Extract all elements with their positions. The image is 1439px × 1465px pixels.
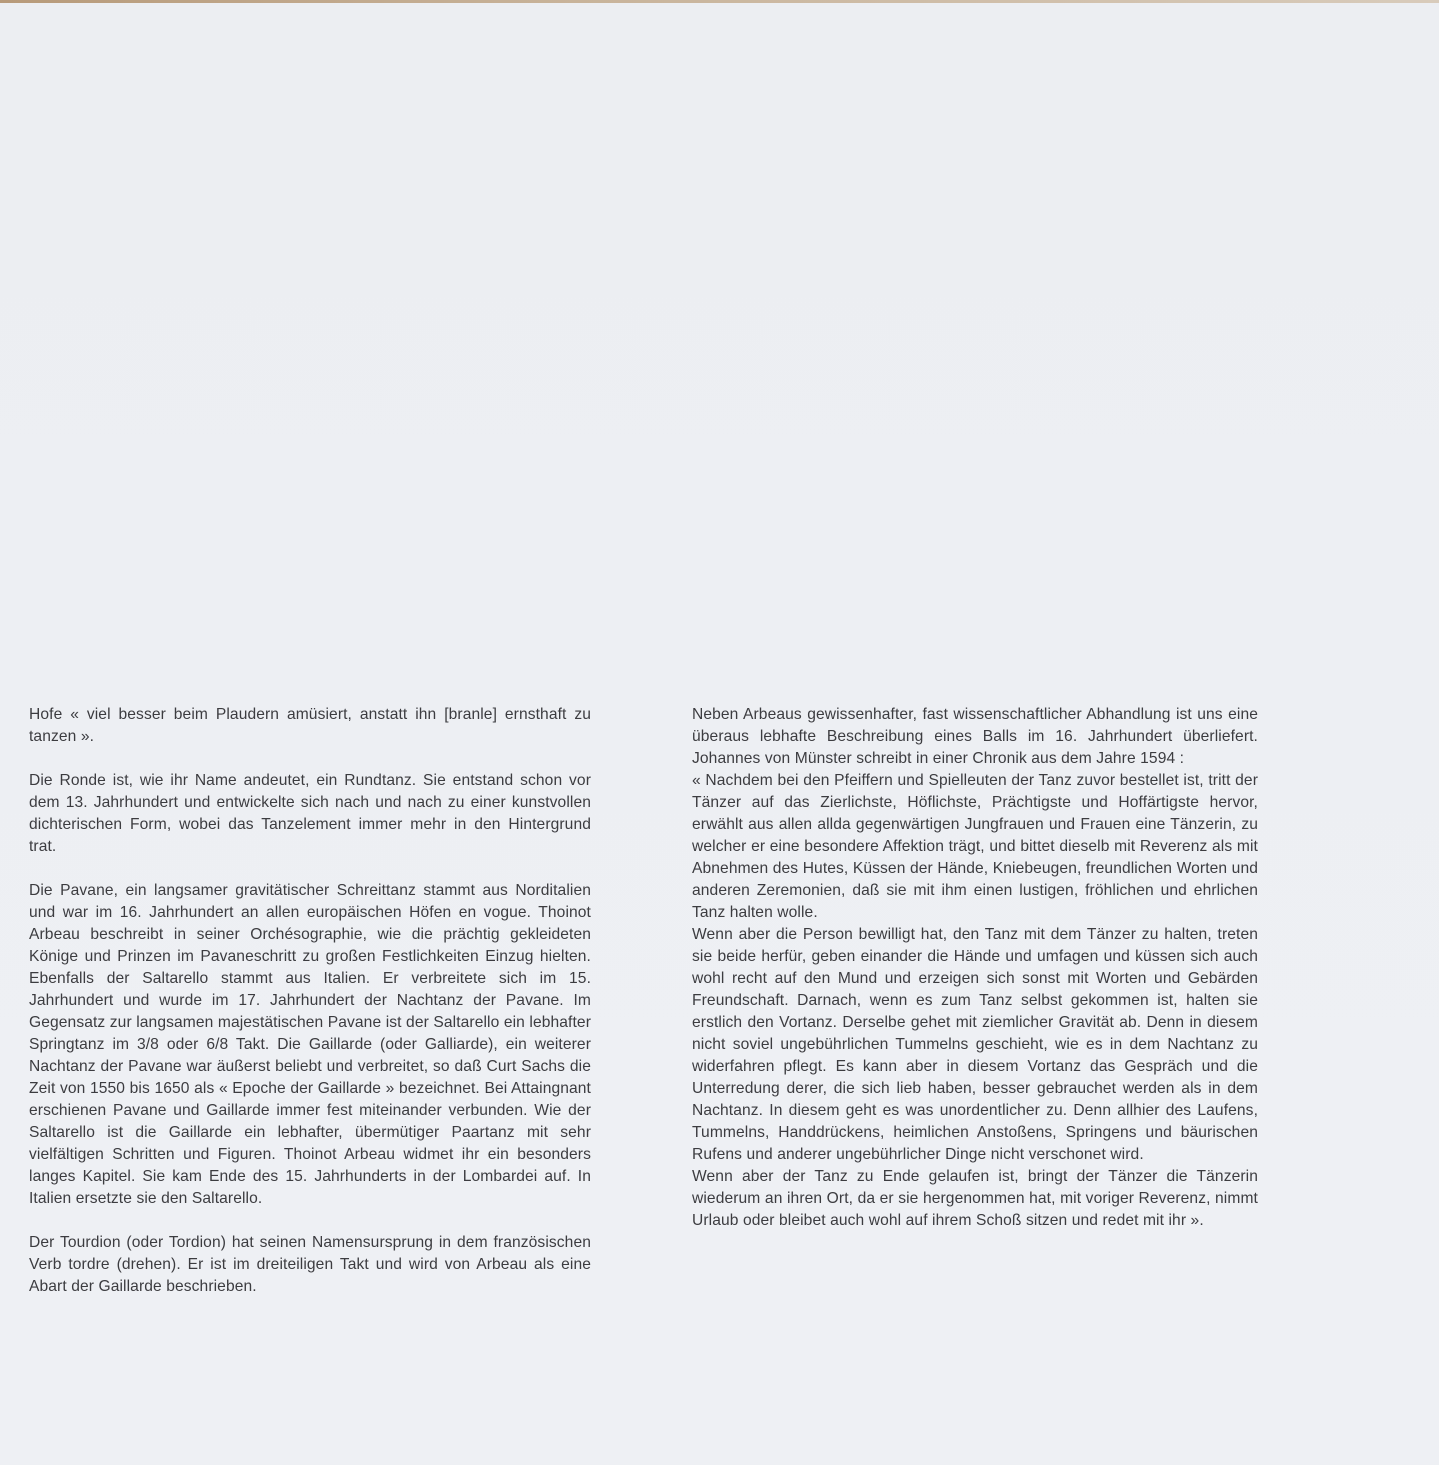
paragraph-ronde: Die Ronde ist, wie ihr Name andeutet, ein Rundtanz. Sie entstand schon vor dem 13. Jahrhundert und entwickelte sich nach und nach zu einer kunstvollen dichterischen Form, wobei das Tanzelement immer mehr in den Hintergrund trat. [29,772,591,855]
left-text-column [29,704,591,1320]
paragraph-quote-start: « Nachdem bei den Pfeiffern und Spielleuten der Tanz zuvor bestellet ist, tritt der Tänzer auf das Zierlichste, Höflichste, Prächtigste und Hoffärtigste hervor, erwählt aus allen allda gegenwärtigen Jungfrauen und Frauen eine Tänzerin, zu welcher er eine besondere Affektion trägt, und bittet dieselb mit Reverenz als mit Abnehmen des Hutes, Küssen der Hände, Kniebeugen, freundlichen Worten und anderen Zeremonien, daß sie mit ihm einen lustigen, fröhlichen und ehrlichen Tanz halten wolle. [692,772,1258,921]
paragraph-quote-end: Wenn aber der Tanz zu Ende gelaufen ist, bringt der Tänzer die Tänzerin wiederum an ihren Ort, da er sie hergenommen hat, mit voriger Reverenz, nimmt Urlaub oder bleibet auch wohl auf ihrem Schoß sitzen und redet mit ihr ». [692,1168,1258,1229]
paragraph-tourdion: Der Tourdion (oder Tordion) hat seinen Namensursprung in dem französischen Verb tordre (drehen). Er ist im dreiteiligen Takt und wird von Arbeau als eine Abart der Gaillarde beschrieben. [29,1234,591,1295]
paragraph-hofe: Hofe « viel besser beim Plaudern amüsiert, anstatt ihn [branle] ernsthaft zu tanzen ». [29,706,591,745]
paragraph-pavane: Die Pavane, ein langsamer gravitätischer Schreittanz stammt aus Norditalien und war im 16. Jahrhundert an allen europäischen Höfen en vogue. Thoinot Arbeau beschreibt in seiner Orchésographie, wie die prächtig gekleideten Könige und Prinzen im Pavaneschritt zu großen Festlichkeiten Einzug hielten. Ebenfalls der Saltarello stammt aus Italien. Er verbreitete sich im 15. Jahrhundert und wurde im 17. Jahrhundert der Nachtanz der Pavane. Im Gegensatz zur langsamen majestätischen Pavane ist der Saltarello ein lebhafter Springtanz im 3/8 oder 6/8 Takt. Die Gaillarde (oder Galliarde), ein weiterer Nachtanz der Pavane war äußerst beliebt und verbreitet, so daß Curt Sachs die Zeit von 1550 bis 1650 als « Epoche der Gaillarde » bezeichnet. Bei Attaingnant erschienen Pavane und Gaillarde immer fest miteinander verbunden. Wie der Saltarello ist die Gaillarde ein lebhafter, übermütiger Paartanz mit sehr vielfältigen Schritten und Figuren. Thoinot Arbeau widmet ihr ein besonders langes Kapitel. Sie kam Ende des 15. Jahrhunderts in der Lombardei auf. In Italien ersetzte sie den Saltarello. [29,882,591,1207]
paragraph-quote-middle: Wenn aber die Person bewilligt hat, den Tanz mit dem Tänzer zu halten, treten sie beide herfür, geben einander die Hände und umfagen und küssen sich auch wohl recht auf den Mund und erzeigen sich sonst mit Worten und Gebärden Freundschaft. Darnach, wenn es zum Tanz selbst gekommen ist, halten sie erstlich den Vortanz. Derselbe gehet mit ziemlicher Gravität ab. Denn in diesem nicht soviel ungebührlichen Tummelns geschieht, wie es in dem Nachtanz zu widerfahren pflegt. Es kann aber in diesem Vortanz das Gespräch und die Unterredung derer, die sich lieb haben, besser gebrauchet werden als in dem Nachtanz. In diesem geht es was unordentlicher zu. Denn allhier des Laufens, Tummelns, Handdrückens, heimlichen Anstoßens, Springens und bäurischen Rufens und anderer ungebührlicher Dinge nicht verschonet wird. [692,926,1258,1163]
paragraph-arbeau-intro: Neben Arbeaus gewissenhafter, fast wissenschaftlicher Abhandlung ist uns eine überaus lebhafte Beschreibung eines Balls im 16. Jahrhundert überliefert. Johannes von Münster schreibt in einer Chronik aus dem Jahre 1594 : [692,706,1258,767]
page-top-edge [0,0,1439,3]
right-text-column [692,704,1258,1232]
